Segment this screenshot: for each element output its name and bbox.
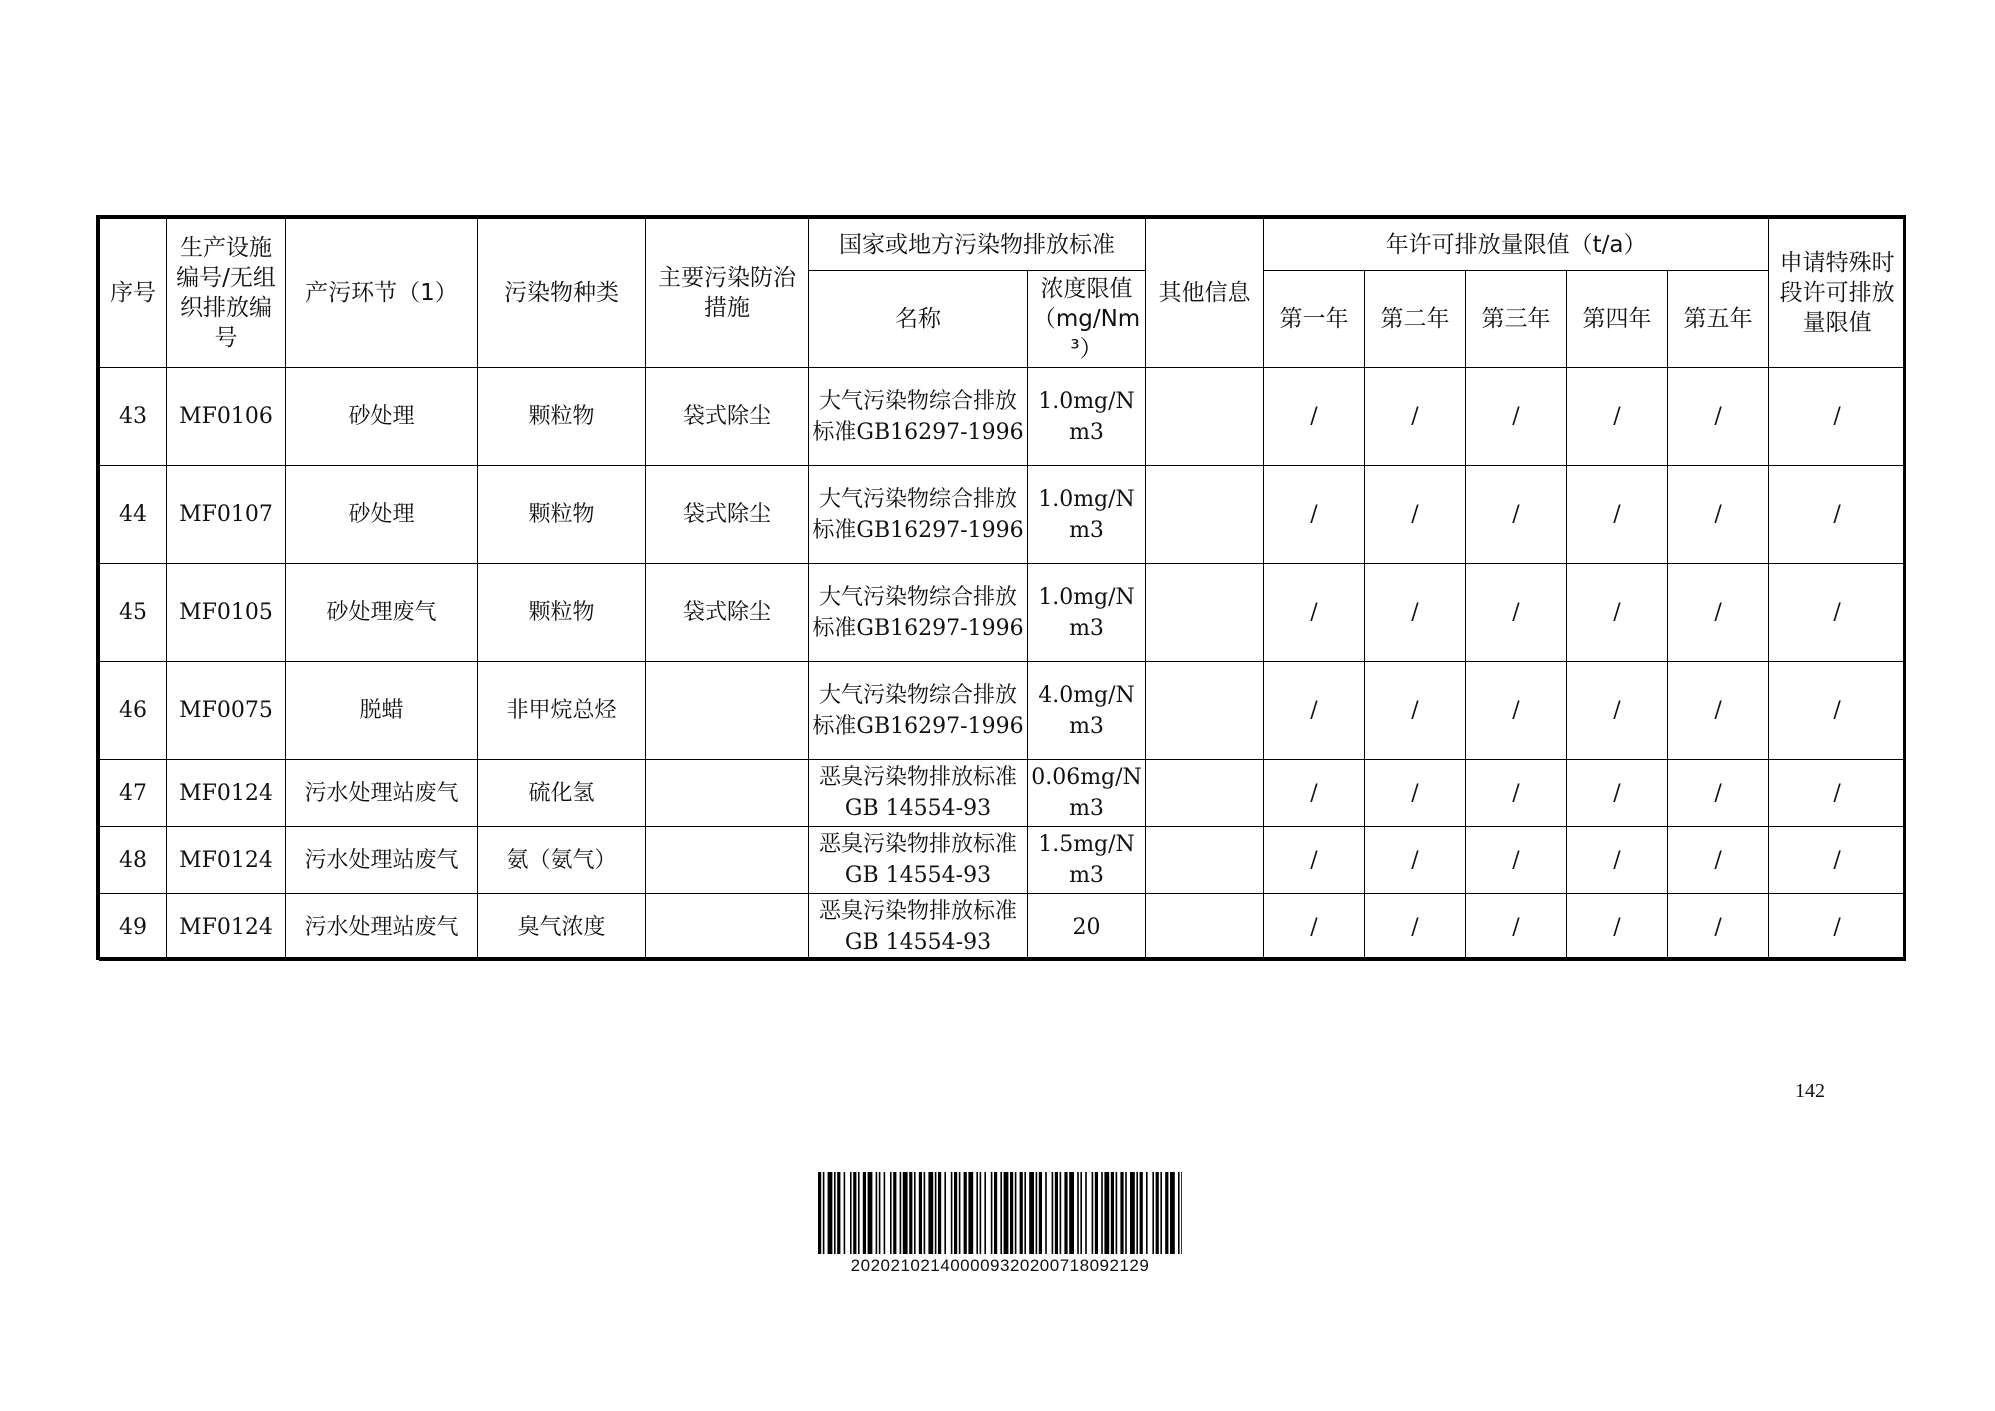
cell-standard: 大气污染物综合排放标准GB16297-1996 <box>809 564 1028 662</box>
cell-seq: 45 <box>100 564 167 662</box>
cell-process: 砂处理 <box>286 466 478 564</box>
cell-year4: / <box>1567 466 1668 564</box>
header-concentration: 浓度限值（mg/Nm³） <box>1028 271 1146 368</box>
table-row <box>100 368 1906 466</box>
cell-limit: 20 <box>1028 894 1146 961</box>
header-other: 其他信息 <box>1146 219 1264 368</box>
cell-year1: / <box>1264 368 1365 466</box>
cell-year1: / <box>1264 662 1365 760</box>
cell-seq: 47 <box>100 760 167 827</box>
cell-process: 污水处理站废气 <box>286 894 478 961</box>
barcode <box>818 1172 1182 1276</box>
cell-special: / <box>1769 662 1906 760</box>
header-year1: 第一年 <box>1264 271 1365 368</box>
table-row <box>100 760 1906 827</box>
cell-control <box>646 760 809 827</box>
cell-year3: / <box>1466 466 1567 564</box>
cell-year1: / <box>1264 466 1365 564</box>
cell-control: 袋式除尘 <box>646 564 809 662</box>
cell-year5: / <box>1668 368 1769 466</box>
header-control: 主要污染防治措施 <box>646 219 809 368</box>
cell-year4: / <box>1567 564 1668 662</box>
header-row-1 <box>100 219 1906 271</box>
cell-control: 袋式除尘 <box>646 368 809 466</box>
cell-year1: / <box>1264 894 1365 961</box>
cell-other <box>1146 466 1264 564</box>
cell-control <box>646 827 809 894</box>
cell-year3: / <box>1466 894 1567 961</box>
barcode-number: 20202102140000932020071809212​9 <box>850 1256 1150 1275</box>
header-annual-group: 年许可排放量限值（t/a） <box>1264 219 1769 271</box>
cell-year2: / <box>1365 827 1466 894</box>
header-pollutant: 污染物种类 <box>478 219 646 368</box>
cell-limit: 1.0mg/Nm3 <box>1028 564 1146 662</box>
cell-year3: / <box>1466 827 1567 894</box>
table-row <box>100 827 1906 894</box>
header-process: 产污环节（1） <box>286 219 478 368</box>
header-year5: 第五年 <box>1668 271 1769 368</box>
cell-seq: 48 <box>100 827 167 894</box>
cell-year2: / <box>1365 466 1466 564</box>
header-standard-group: 国家或地方污染物排放标准 <box>809 219 1146 271</box>
cell-control <box>646 894 809 961</box>
header-special: 申请特殊时段许可排放量限值 <box>1769 219 1906 368</box>
cell-pollutant: 氨（氨气） <box>478 827 646 894</box>
cell-pollutant: 颗粒物 <box>478 466 646 564</box>
cell-process: 污水处理站废气 <box>286 760 478 827</box>
cell-facility-id: MF0124 <box>167 894 286 961</box>
page-number: 142 <box>1795 1080 1825 1102</box>
cell-year2: / <box>1365 760 1466 827</box>
cell-year5: / <box>1668 466 1769 564</box>
cell-standard: 大气污染物综合排放标准GB16297-1996 <box>809 368 1028 466</box>
cell-facility-id: MF0105 <box>167 564 286 662</box>
cell-standard: 大气污染物综合排放标准GB16297-1996 <box>809 466 1028 564</box>
cell-year5: / <box>1668 827 1769 894</box>
cell-facility-id: MF0075 <box>167 662 286 760</box>
barcode-bars-icon <box>818 1172 1182 1254</box>
cell-year4: / <box>1567 894 1668 961</box>
cell-pollutant: 非甲烷总烃 <box>478 662 646 760</box>
cell-year1: / <box>1264 760 1365 827</box>
cell-year2: / <box>1365 662 1466 760</box>
cell-other <box>1146 662 1264 760</box>
cell-special: / <box>1769 760 1906 827</box>
cell-standard: 大气污染物综合排放标准GB16297-1996 <box>809 662 1028 760</box>
cell-limit: 4.0mg/Nm3 <box>1028 662 1146 760</box>
cell-year5: / <box>1668 662 1769 760</box>
cell-pollutant: 颗粒物 <box>478 564 646 662</box>
cell-year1: / <box>1264 827 1365 894</box>
cell-seq: 43 <box>100 368 167 466</box>
header-standard-name: 名称 <box>809 271 1028 368</box>
cell-year5: / <box>1668 564 1769 662</box>
cell-year3: / <box>1466 662 1567 760</box>
header-year4: 第四年 <box>1567 271 1668 368</box>
table-row <box>100 894 1906 961</box>
cell-special: / <box>1769 368 1906 466</box>
header-facility-id: 生产设施编号/无组织排放编号 <box>167 219 286 368</box>
cell-other <box>1146 894 1264 961</box>
cell-special: / <box>1769 564 1906 662</box>
cell-standard: 恶臭污染物排放标准GB 14554-93 <box>809 827 1028 894</box>
cell-year2: / <box>1365 564 1466 662</box>
cell-year4: / <box>1567 662 1668 760</box>
cell-year3: / <box>1466 368 1567 466</box>
cell-year4: / <box>1567 827 1668 894</box>
cell-year2: / <box>1365 894 1466 961</box>
table-row <box>100 662 1906 760</box>
cell-pollutant: 颗粒物 <box>478 368 646 466</box>
cell-facility-id: MF0106 <box>167 368 286 466</box>
emission-permit-table <box>99 218 1906 961</box>
cell-standard: 恶臭污染物排放标准GB 14554-93 <box>809 894 1028 961</box>
cell-limit: 1.0mg/Nm3 <box>1028 368 1146 466</box>
cell-other <box>1146 368 1264 466</box>
cell-pollutant: 硫化氢 <box>478 760 646 827</box>
cell-year5: / <box>1668 894 1769 961</box>
cell-special: / <box>1769 894 1906 961</box>
cell-year4: / <box>1567 760 1668 827</box>
cell-facility-id: MF0124 <box>167 827 286 894</box>
cell-facility-id: MF0107 <box>167 466 286 564</box>
cell-control <box>646 662 809 760</box>
cell-limit: 1.5mg/Nm3 <box>1028 827 1146 894</box>
cell-process: 砂处理废气 <box>286 564 478 662</box>
cell-special: / <box>1769 827 1906 894</box>
cell-standard: 恶臭污染物排放标准GB 14554-93 <box>809 760 1028 827</box>
header-seq: 序号 <box>100 219 167 368</box>
cell-pollutant: 臭气浓度 <box>478 894 646 961</box>
cell-limit: 1.0mg/Nm3 <box>1028 466 1146 564</box>
table-row <box>100 466 1906 564</box>
cell-year3: / <box>1466 760 1567 827</box>
cell-process: 脱蜡 <box>286 662 478 760</box>
cell-year3: / <box>1466 564 1567 662</box>
cell-process: 污水处理站废气 <box>286 827 478 894</box>
cell-seq: 44 <box>100 466 167 564</box>
cell-control: 袋式除尘 <box>646 466 809 564</box>
cell-process: 砂处理 <box>286 368 478 466</box>
cell-other <box>1146 827 1264 894</box>
permit-table-container <box>96 215 1906 960</box>
cell-year4: / <box>1567 368 1668 466</box>
cell-special: / <box>1769 466 1906 564</box>
cell-seq: 49 <box>100 894 167 961</box>
header-year3: 第三年 <box>1466 271 1567 368</box>
cell-year5: / <box>1668 760 1769 827</box>
cell-facility-id: MF0124 <box>167 760 286 827</box>
cell-seq: 46 <box>100 662 167 760</box>
cell-other <box>1146 760 1264 827</box>
table-row <box>100 564 1906 662</box>
cell-limit: 0.06mg/Nm3 <box>1028 760 1146 827</box>
cell-year2: / <box>1365 368 1466 466</box>
cell-other <box>1146 564 1264 662</box>
cell-year1: / <box>1264 564 1365 662</box>
header-year2: 第二年 <box>1365 271 1466 368</box>
